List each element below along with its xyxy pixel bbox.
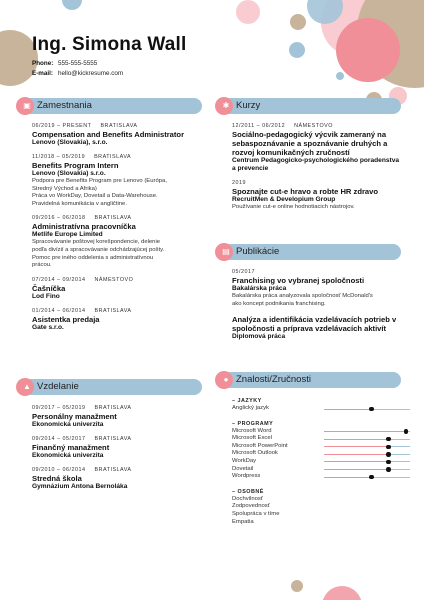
education-entry: 09/2010 – 06/2014 BRATISLAVA Stredná škola Gymnázium Antona Bernoláka: [32, 467, 132, 490]
skill-bar: [324, 477, 410, 478]
person-icon: ●: [223, 375, 229, 384]
skill-bar: [324, 469, 410, 470]
skill-bar: [324, 446, 410, 447]
section-header-education: ▲ Vzdelanie: [19, 379, 202, 395]
skill-level-dot: [369, 407, 373, 411]
skill-bar: [324, 431, 410, 432]
skill-group-languages: – JAZYKY Anglický jazyk: [232, 398, 412, 413]
skill-bar: [324, 454, 410, 455]
briefcase-icon: ▣: [23, 101, 31, 110]
contact-block: [32, 59, 123, 79]
skill-row: Microsoft PowerPoint: [232, 443, 412, 451]
education-list: [32, 405, 202, 498]
publication-entry: 05/2017 Franchising vo vybranej spoločnosti Bakalárska práca Bakalárska práca analyzovala spoločnosť McDonald's ako koncept podnikania franchising.: [232, 269, 373, 307]
phone-value: 555-555-5555: [58, 60, 98, 67]
personal-skill: Spolupráca v tíme: [232, 510, 280, 517]
certificate-icon: ✱: [222, 101, 230, 110]
skill-level-dot: [386, 467, 390, 471]
education-entry: 09/2014 – 05/2017 BRATISLAVA Finančný manažment Ekonomická univerzita: [32, 436, 132, 459]
skill-level-dot: [404, 429, 408, 433]
skill-level-dot: [386, 452, 390, 456]
phone-row: Phone: 555-555-5555: [32, 60, 98, 67]
skill-row: Wordpress: [232, 473, 412, 481]
publications-list: [232, 269, 402, 348]
skill-row: WorkDay: [232, 458, 412, 466]
skill-bar: [324, 461, 410, 462]
course-entry: 12/2011 – 06/2012 NÁMESTOVO Sociálno-pedagogický výcvik zameraný na sebaspoznávanie a spoznávanie druhých a rozvoj komunikačných zručností Centrum Pedagogicko-psychologického poradenstva a prevencie: [232, 123, 400, 172]
course-entry: 2019 Spoznajte cut-e hravo a robte HR zdravo RecruitMen & Developium Group Používanie cut-e online hodnotiacich nástrojov.: [232, 180, 378, 210]
skill-level-dot: [386, 437, 390, 441]
section-header-courses: ✱ Kurzy: [218, 98, 401, 114]
section-header-employment: ▣ Zamestnania: [19, 98, 202, 114]
skill-group-personal: – OSOBNÉ Dochvilnosť Zodpovednosť Spolupráca v tíme Empatia: [232, 489, 412, 526]
skill-level-dot: [369, 475, 373, 479]
skill-row: Microsoft Word: [232, 428, 412, 436]
education-entry: 09/2017 – 05/2019 BRATISLAVA Personálny manažment Ekonomická univerzita: [32, 405, 132, 428]
document-icon: ▤: [222, 247, 230, 256]
skill-row: Anglický jazyk: [232, 405, 412, 413]
skill-row: Microsoft Excel: [232, 435, 412, 443]
skill-bar: [324, 439, 410, 440]
personal-skill: Zodpovednosť: [232, 503, 270, 510]
email-row: E-mail: hello@kickresume.com: [32, 70, 124, 77]
skill-group-programs: – PROGRAMY Microsoft Word Microsoft Excel Microsoft PowerPoint Microsoft Outlook WorkDay Dovetail Wordpress: [232, 421, 412, 481]
courses-list: [232, 123, 402, 219]
email-value[interactable]: hello@kickresume.com: [58, 70, 124, 77]
graduation-cap-icon: ▲: [23, 382, 31, 391]
section-header-skills: ● Znalosti/Zručnosti: [218, 372, 401, 388]
employment-entry: 11/2018 – 05/2019 BRATISLAVA Benefits Program Intern Lenovo (Slovakia) s.r.o. Podpora pre Benefits Program pre Lenovo (Európa, Stredný Východ a Afrika) Práca vo WorkDay, Dovetail a Data-Warehouse. Pravidelná komunikácia v angličtine.: [32, 154, 167, 207]
skill-bar: [324, 409, 410, 410]
employment-list: [32, 123, 202, 339]
skill-level-dot: [386, 460, 390, 464]
personal-skill: Empatia: [232, 518, 254, 525]
publication-entry: Analýza a identifikácia vzdelávacích potrieb v spoločnosti a príprava vzdelávacích aktivít Diplomová práca: [232, 315, 397, 341]
candidate-name: Ing. Simona Wall: [32, 34, 187, 55]
skill-row: Microsoft Outlook: [232, 450, 412, 458]
skill-level-dot: [386, 445, 390, 449]
personal-skill: Dochvilnosť: [232, 495, 264, 502]
skills-list: [232, 394, 412, 526]
employment-entry: 09/2016 – 06/2018 BRATISLAVA Administratívna pracovníčka Metlife Europe Limited Spracovávanie poštovej korešpondencie, delenie podľa divízií a spracovávanie odchádzajúcej pošty. Pomoc pre iného oddelenia s administratívnou prácou.: [32, 215, 165, 269]
employment-entry: 06/2019 – PRESENT BRATISLAVA Compensation and Benefits Administrator Lenovo (Slovakia), s.r.o.: [32, 123, 185, 146]
employment-entry: 01/2014 – 06/2014 BRATISLAVA Asistentka predaja Gate s.r.o.: [32, 307, 132, 331]
skill-row: Dovetail: [232, 466, 412, 474]
section-header-publications: ▤ Publikácie: [218, 244, 401, 260]
employment-entry: 07/2014 – 09/2014 NÁMESTOVO Čašníčka Lod Fino: [32, 276, 134, 300]
